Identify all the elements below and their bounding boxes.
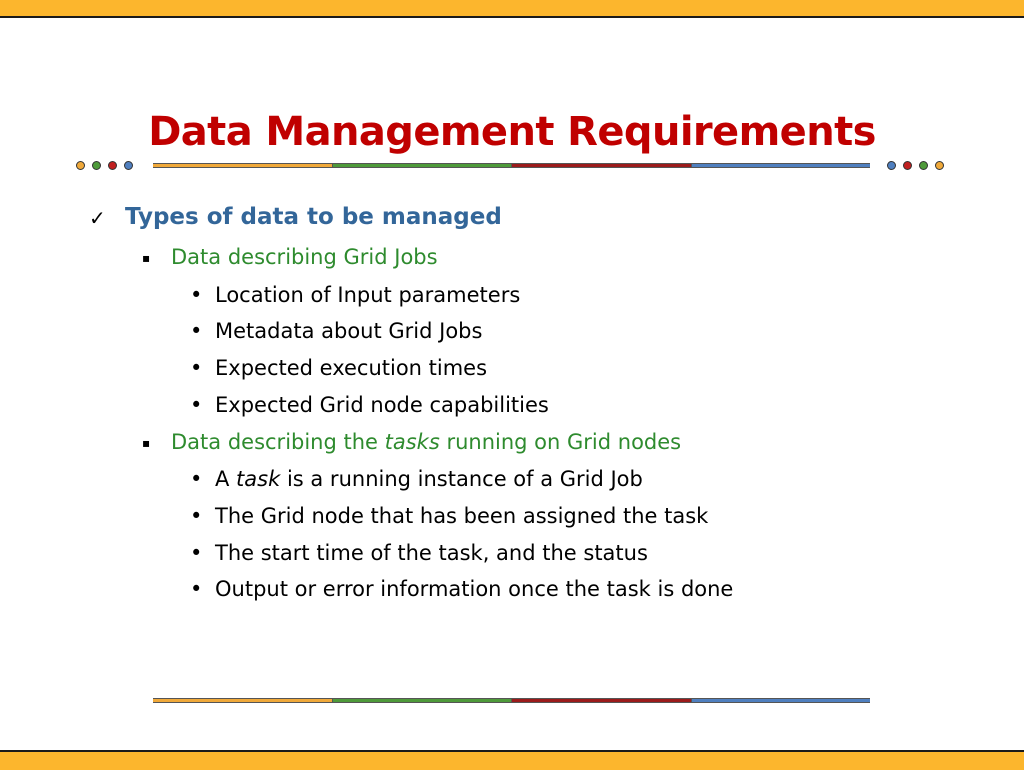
square-bullet-icon: ▪ [142, 436, 151, 450]
level3-bullet: Metadata about Grid Jobs [215, 319, 483, 343]
bullet-icon: • [190, 319, 203, 343]
level2-text: Data describing Grid Jobs [171, 245, 438, 269]
bullet-icon: • [190, 356, 203, 380]
level2-text: running on Grid nodes [439, 430, 682, 454]
square-bullet-icon: ▪ [142, 251, 151, 265]
divider-segment [153, 163, 332, 168]
level2-bullet [171, 245, 438, 269]
level3-bullet [215, 467, 643, 491]
level3-bullet: Location of Input parameters [215, 283, 521, 307]
bottom-divider [153, 698, 870, 703]
level3-bullet: Output or error information once the task is done [215, 577, 734, 601]
check-icon: ✓ [89, 206, 106, 230]
level2-bullet [171, 430, 681, 454]
slide-title: Data Management Requirements [148, 109, 876, 155]
dot [76, 161, 85, 170]
dot [903, 161, 912, 170]
bullet-icon: • [190, 283, 203, 307]
level3-text: is a running instance of a Grid Job [280, 467, 643, 491]
level3-bullet: The Grid node that has been assigned the task [215, 504, 709, 528]
dot [92, 161, 101, 170]
dot [124, 161, 133, 170]
top-divider [153, 163, 870, 168]
level3-bullet: Expected execution times [215, 356, 488, 380]
divider-segment [511, 698, 691, 703]
bullet-icon: • [190, 577, 203, 601]
divider-segment [691, 698, 871, 703]
divider-segment [332, 163, 512, 168]
divider-segment [332, 698, 512, 703]
level3-bullet: Expected Grid node capabilities [215, 393, 549, 417]
top-band [0, 0, 1024, 18]
level3-text: A [215, 467, 237, 491]
level2-text: Data describing the [171, 430, 385, 454]
level1-bullet: Types of data to be managed [125, 204, 502, 230]
dot [887, 161, 896, 170]
bottom-band [0, 750, 1024, 770]
dot [919, 161, 928, 170]
divider-segment [691, 163, 871, 168]
bullet-icon: • [190, 541, 203, 565]
bullet-icon: • [190, 504, 203, 528]
level3-emphasis: task [236, 467, 281, 491]
bullet-icon: • [190, 467, 203, 491]
bullet-icon: • [190, 393, 203, 417]
level2-emphasis: tasks [384, 430, 440, 454]
divider-segment [153, 698, 332, 703]
divider-segment [511, 163, 691, 168]
dot [935, 161, 944, 170]
dot [108, 161, 117, 170]
level3-bullet: The start time of the task, and the status [215, 541, 648, 565]
